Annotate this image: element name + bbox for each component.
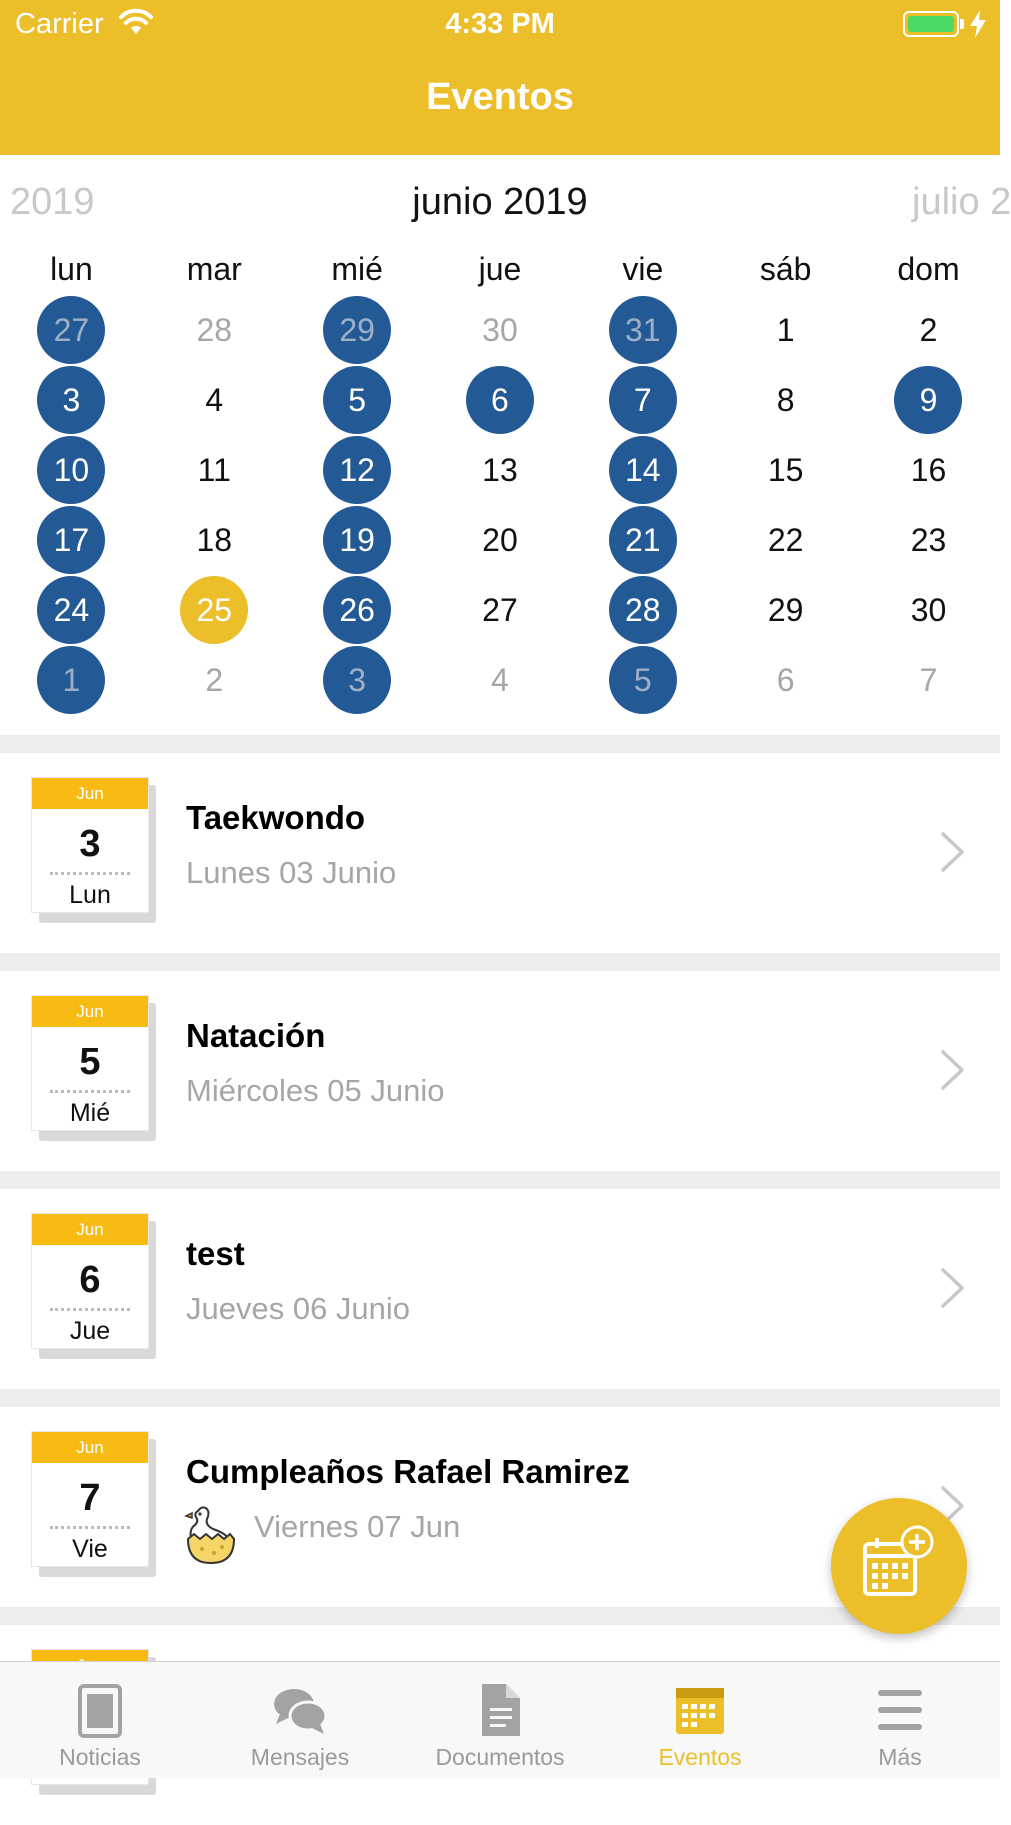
calendar-day-number: 6	[776, 661, 795, 698]
calendar-day-number: 5	[609, 646, 677, 714]
calendar-day-number: 28	[196, 311, 233, 348]
calendar-day[interactable]	[0, 505, 143, 575]
calendar-day-number: 8	[776, 381, 795, 418]
calendar-day[interactable]	[429, 365, 572, 435]
event-date: Miércoles 05 Junio	[186, 1073, 445, 1108]
calendar-day-number: 30	[910, 591, 947, 628]
event-date: Lunes 03 Junio	[186, 855, 397, 890]
calendar-day[interactable]	[143, 295, 286, 365]
event-date: Jueves 06 Junio	[186, 1291, 411, 1326]
calendar-day-number: 18	[196, 521, 233, 558]
status-time: 4:33 PM	[445, 8, 555, 40]
calendar-day-number: 1	[37, 646, 105, 714]
calendar-day[interactable]	[429, 505, 572, 575]
calendar-day[interactable]	[286, 575, 429, 645]
status-bar	[0, 0, 1000, 50]
weekday-label: vie	[622, 251, 664, 287]
calendar-day-number: 7	[609, 366, 677, 434]
calendar-day-number: 26	[323, 576, 391, 644]
tab-noticias[interactable]	[0, 1662, 200, 1778]
weekday-label: mar	[186, 251, 242, 287]
event-row[interactable]	[0, 753, 1000, 953]
calendar-day-number: 10	[37, 436, 105, 504]
badge-day: 5	[79, 1041, 101, 1083]
badge-month: Jun	[32, 1432, 148, 1463]
calendar-day[interactable]	[857, 365, 1000, 435]
calendar-day[interactable]	[429, 295, 572, 365]
event-title: Cumpleaños Rafael Ramirez	[186, 1453, 630, 1490]
chevron-right-icon	[940, 831, 966, 878]
calendar-day[interactable]	[714, 435, 857, 505]
page-title: Eventos	[426, 76, 574, 118]
calendar-icon	[670, 1680, 730, 1740]
calendar-day[interactable]	[857, 505, 1000, 575]
calendar-day-number: 15	[767, 451, 804, 488]
calendar-day[interactable]	[143, 365, 286, 435]
calendar-day[interactable]	[0, 365, 143, 435]
calendar-day[interactable]	[714, 365, 857, 435]
battery-icon	[903, 11, 959, 37]
calendar-day[interactable]	[429, 645, 572, 715]
event-date: Viernes 07 Jun	[254, 1509, 461, 1544]
news-icon	[70, 1680, 130, 1740]
month-calendar[interactable]	[0, 155, 1011, 735]
calendar-day-number: 21	[609, 506, 677, 574]
badge-weekday: Mié	[69, 1099, 111, 1127]
tab-label: Eventos	[658, 1744, 742, 1770]
calendar-day[interactable]	[143, 505, 286, 575]
badge-month: Jun	[32, 778, 148, 809]
header	[0, 0, 1000, 155]
event-title: Taekwondo	[186, 799, 366, 836]
tab-más[interactable]	[800, 1662, 1000, 1778]
calendar-day[interactable]	[571, 295, 714, 365]
calendar-day-number: 19	[323, 506, 391, 574]
calendar-day[interactable]	[0, 435, 143, 505]
badge-month: Jun	[32, 996, 148, 1027]
calendar-day-number: 7	[919, 661, 938, 698]
calendar-day-number: 4	[491, 661, 509, 698]
weekday-label: lun	[50, 251, 93, 287]
calendar-day-number: 24	[37, 576, 105, 644]
badge-weekday: Jue	[69, 1317, 111, 1345]
tab-mensajes[interactable]	[200, 1662, 400, 1778]
calendar-day-number: 2	[205, 661, 224, 698]
calendar-day[interactable]	[0, 645, 143, 715]
calendar-day[interactable]	[143, 645, 286, 715]
calendar-day-number: 29	[767, 591, 804, 628]
weekday-header	[0, 251, 1000, 288]
calendar-day-number: 25	[180, 576, 248, 644]
calendar-day-number: 11	[197, 451, 231, 488]
chevron-right-icon	[940, 1049, 966, 1096]
birthday-chick-icon	[184, 1503, 238, 1572]
calendar-day-number: 27	[37, 296, 105, 364]
calendar-day-number: 13	[482, 451, 518, 488]
calendar-day-number: 20	[482, 521, 518, 558]
calendar-day[interactable]	[714, 575, 857, 645]
calendar-day[interactable]	[286, 505, 429, 575]
calendar-day-number: 2	[919, 311, 938, 348]
badge-weekday: Lun	[69, 881, 111, 909]
calendar-day-number: 16	[910, 451, 947, 488]
calendar-day-grid	[0, 295, 1000, 715]
charging-icon	[968, 10, 988, 43]
calendar-day[interactable]	[571, 365, 714, 435]
calendar-day[interactable]	[857, 645, 1000, 715]
calendar-day[interactable]	[429, 575, 572, 645]
calendar-day[interactable]	[286, 435, 429, 505]
event-date-badge	[31, 777, 156, 923]
calendar-day[interactable]	[714, 645, 857, 715]
badge-divider	[50, 872, 130, 875]
calendar-day-number: 3	[37, 366, 105, 434]
add-calendar-icon	[859, 1526, 939, 1606]
event-title: Natación	[186, 1017, 326, 1054]
calendar-day-number: 12	[323, 436, 391, 504]
calendar-day-number: 23	[910, 521, 947, 558]
badge-weekday: Vie	[72, 1535, 108, 1563]
calendar-day[interactable]	[571, 505, 714, 575]
menu-icon	[870, 1680, 930, 1740]
add-event-button[interactable]	[831, 1498, 967, 1634]
calendar-day[interactable]	[857, 435, 1000, 505]
tab-bar	[0, 1661, 1000, 1778]
tab-label: Documentos	[435, 1744, 565, 1770]
event-date-badge	[31, 995, 156, 1141]
calendar-day-number: 9	[894, 366, 962, 434]
event-date-badge	[31, 1431, 156, 1577]
calendar-day-number: 27	[482, 591, 518, 628]
calendar-day-number: 17	[37, 506, 105, 574]
calendar-day[interactable]	[571, 575, 714, 645]
tab-documentos[interactable]	[400, 1662, 600, 1778]
tab-label: Más	[878, 1744, 922, 1770]
badge-divider	[50, 1308, 130, 1311]
next-month-label[interactable]: julio 2	[912, 181, 1011, 223]
event-row[interactable]	[0, 1189, 1000, 1389]
calendar-day[interactable]	[571, 435, 714, 505]
badge-month: Jun	[32, 1214, 148, 1245]
chevron-right-icon	[940, 1267, 966, 1314]
calendar-day[interactable]	[0, 575, 143, 645]
event-row[interactable]	[0, 971, 1000, 1171]
calendar-day-number: 4	[205, 381, 224, 418]
tab-label: Noticias	[59, 1744, 141, 1770]
carrier-label: Carrier	[15, 8, 104, 40]
badge-day: 6	[79, 1259, 101, 1301]
calendar-day[interactable]	[571, 645, 714, 715]
calendar-day-number: 14	[609, 436, 677, 504]
tab-label: Mensajes	[250, 1744, 350, 1770]
calendar-day[interactable]	[286, 365, 429, 435]
badge-day: 7	[79, 1477, 101, 1519]
calendar-day[interactable]	[429, 435, 572, 505]
calendar-day-number: 6	[466, 366, 534, 434]
event-date-badge	[31, 1213, 156, 1359]
badge-day: 3	[79, 823, 101, 865]
calendar-day[interactable]	[286, 645, 429, 715]
tab-eventos[interactable]	[600, 1662, 800, 1778]
document-icon	[470, 1680, 530, 1740]
calendar-day-number: 3	[323, 646, 391, 714]
calendar-day-number: 29	[323, 296, 391, 364]
weekday-label: dom	[897, 251, 960, 287]
weekday-label: sáb	[759, 251, 812, 287]
current-month-label: junio 2019	[412, 181, 588, 223]
calendar-day[interactable]	[143, 435, 286, 505]
badge-divider	[50, 1526, 130, 1529]
calendar-day[interactable]	[143, 575, 286, 645]
calendar-day-number: 1	[776, 311, 795, 348]
calendar-day-number: 31	[609, 296, 677, 364]
calendar-day[interactable]	[714, 505, 857, 575]
weekday-label: mié	[331, 251, 383, 287]
calendar-day-number: 5	[323, 366, 391, 434]
event-title: test	[186, 1235, 245, 1272]
calendar-day[interactable]	[714, 295, 857, 365]
badge-divider	[50, 1090, 130, 1093]
calendar-day-number: 30	[482, 311, 518, 348]
calendar-day-number: 22	[767, 521, 804, 558]
weekday-label: jue	[478, 251, 522, 287]
calendar-day[interactable]	[857, 295, 1000, 365]
calendar-day-number: 28	[609, 576, 677, 644]
previous-month-label[interactable]: 2019	[10, 181, 95, 223]
calendar-day[interactable]	[0, 295, 143, 365]
calendar-day[interactable]	[857, 575, 1000, 645]
calendar-day[interactable]	[286, 295, 429, 365]
messages-icon	[270, 1680, 330, 1740]
